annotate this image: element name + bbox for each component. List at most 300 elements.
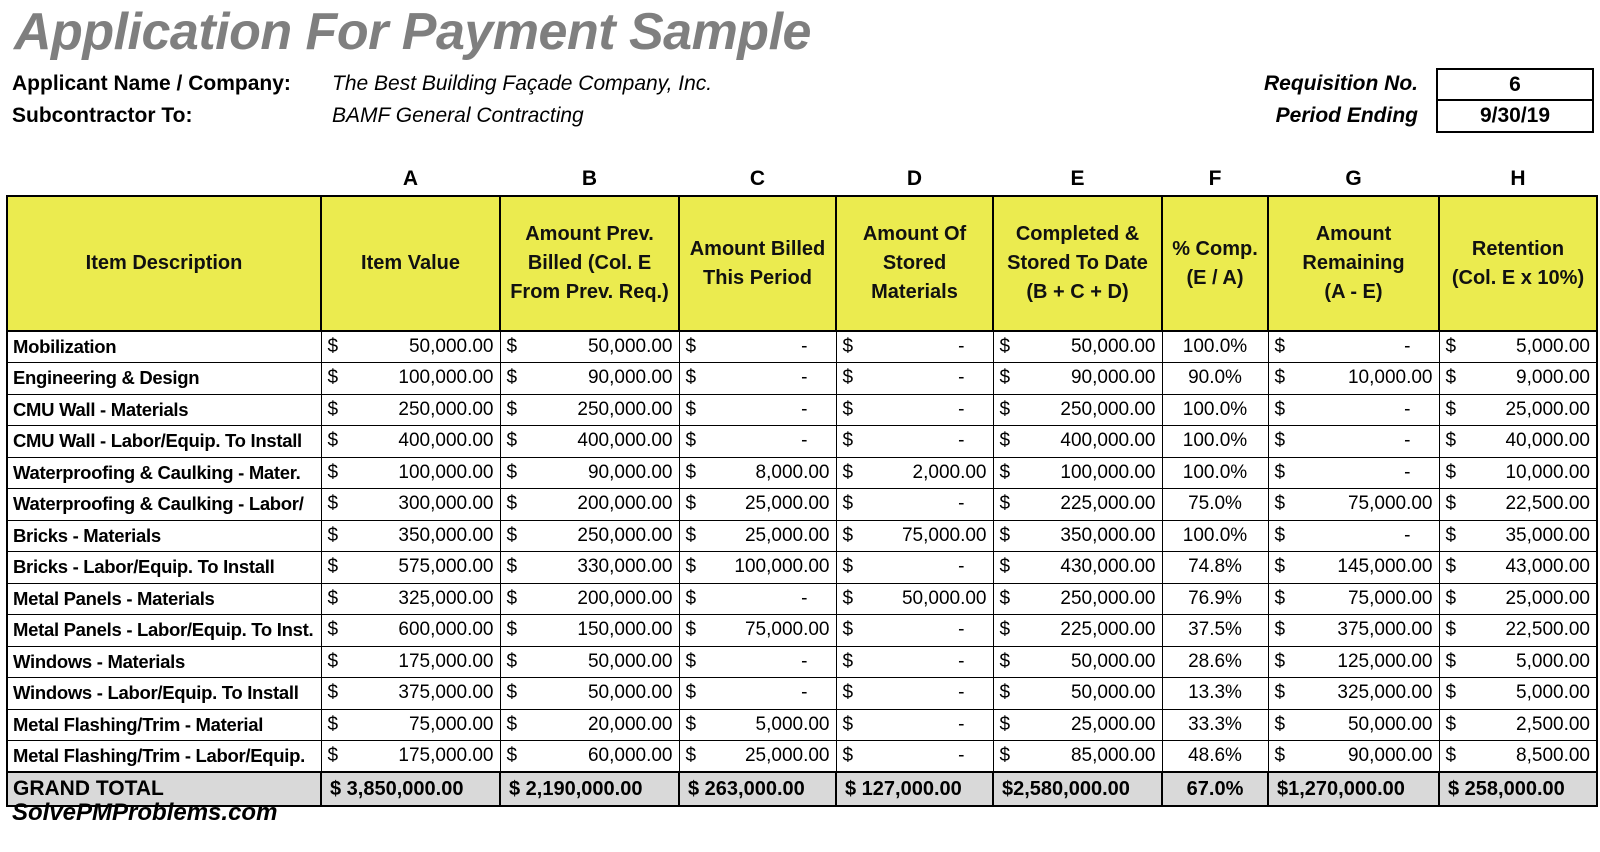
cell-g: [1268, 457, 1439, 489]
cell-value: 50,000.00: [1070, 650, 1156, 672]
cell-a: [321, 363, 500, 395]
currency-symbol: $: [685, 398, 697, 420]
total-e: $2,580,000.00: [993, 772, 1162, 806]
cell-value: -: [801, 367, 808, 389]
cell-value: 225,000.00: [1060, 619, 1156, 641]
table-row: [7, 331, 1597, 363]
cell-a: [321, 552, 500, 584]
table-row: [7, 426, 1597, 458]
cell-h: [1439, 552, 1597, 584]
item-description: Metal Flashing/Trim - Labor/Equip.: [7, 741, 321, 773]
cell-c: [679, 489, 836, 521]
cell-a: [321, 331, 500, 363]
cell-value: -: [958, 398, 965, 420]
cell-b: [500, 583, 679, 615]
currency-symbol: $: [685, 745, 697, 766]
cell-value: 250,000.00: [1060, 587, 1156, 609]
column-letter-B: B: [581, 167, 598, 190]
cell-value: 400,000.00: [577, 430, 673, 452]
cell-value: 2,000.00: [912, 461, 987, 483]
subcontractor-label: Subcontractor To:: [12, 104, 193, 127]
cell-b: [500, 363, 679, 395]
cell-f: 28.6%: [1162, 646, 1268, 678]
currency-symbol: $: [1274, 650, 1286, 672]
total-f: 67.0%: [1162, 772, 1268, 806]
cell-value: 60,000.00: [587, 745, 673, 766]
cell-value: 50,000.00: [1070, 336, 1156, 357]
cell-e: [993, 646, 1162, 678]
currency-symbol: $: [1274, 524, 1286, 546]
column-letter-F: F: [1208, 167, 1222, 190]
cell-b: [500, 615, 679, 647]
cell-a: [321, 615, 500, 647]
requisition-label: Requisition No.: [1264, 72, 1418, 95]
cell-value: 330,000.00: [577, 556, 673, 578]
currency-symbol: $: [842, 336, 854, 357]
column-header-3: [679, 196, 836, 331]
currency-symbol: $: [327, 682, 339, 704]
cell-value: 75,000.00: [408, 713, 494, 735]
column-header-4: [836, 196, 993, 331]
currency-symbol: $: [506, 398, 518, 420]
cell-c: [679, 678, 836, 710]
total-h: $ 258,000.00: [1439, 772, 1597, 806]
currency-symbol: $: [685, 682, 697, 704]
cell-value: 50,000.00: [408, 336, 494, 357]
cell-h: [1439, 615, 1597, 647]
currency-symbol: $: [1274, 556, 1286, 578]
cell-value: 400,000.00: [1060, 430, 1156, 452]
currency-symbol: $: [685, 650, 697, 672]
cell-d: [836, 646, 993, 678]
cell-g: [1268, 615, 1439, 647]
cell-value: 430,000.00: [1060, 556, 1156, 578]
cell-b: [500, 552, 679, 584]
cell-value: 350,000.00: [398, 524, 494, 546]
currency-symbol: $: [1445, 336, 1457, 357]
table-row: [7, 646, 1597, 678]
cell-value: 50,000.00: [1347, 713, 1433, 735]
cell-value: 150,000.00: [577, 619, 673, 641]
currency-symbol: $: [506, 682, 518, 704]
cell-value: 375,000.00: [398, 682, 494, 704]
currency-symbol: $: [999, 587, 1011, 609]
column-letter-C: C: [749, 167, 766, 190]
cell-h: [1439, 583, 1597, 615]
currency-symbol: $: [327, 650, 339, 672]
cell-value: 9,000.00: [1516, 367, 1590, 389]
cell-b: [500, 426, 679, 458]
currency-symbol: $: [842, 745, 854, 766]
cell-e: [993, 489, 1162, 521]
currency-symbol: $: [327, 461, 339, 483]
cell-value: 50,000.00: [587, 682, 673, 704]
currency-symbol: $: [506, 556, 518, 578]
cell-value: -: [958, 619, 965, 641]
currency-symbol: $: [1445, 493, 1457, 515]
cell-c: [679, 520, 836, 552]
table-row: [7, 363, 1597, 395]
currency-symbol: $: [327, 336, 339, 357]
cell-d: [836, 394, 993, 426]
currency-symbol: $: [506, 461, 518, 483]
currency-symbol: $: [842, 398, 854, 420]
currency-symbol: $: [1274, 493, 1286, 515]
cell-value: 25,000.00: [744, 745, 830, 766]
column-header-line: (A - E): [1324, 281, 1383, 303]
currency-symbol: $: [327, 493, 339, 515]
cell-g: [1268, 363, 1439, 395]
cell-value: 2,500.00: [1516, 713, 1590, 735]
cell-value: -: [801, 398, 808, 420]
cell-value: 5,000.00: [755, 713, 830, 735]
item-description: Waterproofing & Caulking - Mater.: [7, 457, 321, 489]
cell-value: 20,000.00: [587, 713, 673, 735]
currency-symbol: $: [506, 336, 518, 357]
item-description: Metal Flashing/Trim - Material: [7, 709, 321, 741]
currency-symbol: $: [685, 619, 697, 641]
cell-value: -: [958, 336, 965, 357]
currency-symbol: $: [1274, 713, 1286, 735]
currency-symbol: $: [327, 367, 339, 389]
column-header-line: Completed &: [1015, 223, 1140, 245]
column-header-line: (B + C + D): [1026, 281, 1129, 303]
column-header-line: Amount Billed: [689, 237, 826, 260]
cell-f: 33.3%: [1162, 709, 1268, 741]
table-row: [7, 520, 1597, 552]
cell-value: -: [958, 682, 965, 704]
cell-d: [836, 583, 993, 615]
cell-value: -: [801, 430, 808, 452]
column-header-2: [500, 196, 679, 331]
cell-value: -: [958, 713, 965, 735]
currency-symbol: $: [685, 587, 697, 609]
column-header-line: Billed (Col. E: [527, 252, 652, 274]
cell-f: 76.9%: [1162, 583, 1268, 615]
cell-value: 25,000.00: [1505, 587, 1590, 609]
column-header-8: [1439, 196, 1597, 331]
column-letter-H: H: [1510, 167, 1526, 190]
item-description: CMU Wall - Labor/Equip. To Install: [7, 426, 321, 458]
cell-value: 35,000.00: [1505, 524, 1590, 546]
payment-table: [6, 160, 1598, 807]
table-row: [7, 615, 1597, 647]
currency-symbol: $: [842, 367, 854, 389]
item-description: Engineering & Design: [7, 363, 321, 395]
currency-symbol: $: [999, 430, 1011, 452]
column-letter-E: E: [1070, 167, 1085, 190]
currency-symbol: $: [1445, 682, 1457, 704]
cell-value: 25,000.00: [744, 493, 830, 515]
currency-symbol: $: [999, 682, 1011, 704]
item-description: Metal Panels - Materials: [7, 583, 321, 615]
cell-value: 325,000.00: [398, 587, 494, 609]
column-header-line: Remaining: [1302, 252, 1405, 274]
currency-symbol: $: [842, 713, 854, 735]
cell-d: [836, 331, 993, 363]
currency-symbol: $: [842, 461, 854, 483]
cell-d: [836, 489, 993, 521]
cell-value: -: [1404, 336, 1411, 357]
table-row: [7, 489, 1597, 521]
cell-e: [993, 331, 1162, 363]
currency-symbol: $: [842, 430, 854, 452]
cell-g: [1268, 741, 1439, 773]
cell-h: [1439, 646, 1597, 678]
cell-value: 125,000.00: [1337, 650, 1433, 672]
cell-e: [993, 457, 1162, 489]
column-header-5: [993, 196, 1162, 331]
applicant-value: The Best Building Façade Company, Inc.: [332, 72, 713, 95]
cell-b: [500, 646, 679, 678]
cell-value: 225,000.00: [1060, 493, 1156, 515]
cell-value: -: [958, 650, 965, 672]
cell-value: -: [958, 367, 965, 389]
cell-h: [1439, 457, 1597, 489]
column-header-line: Amount Of: [862, 223, 967, 245]
cell-g: [1268, 646, 1439, 678]
cell-value: 22,500.00: [1505, 493, 1590, 515]
cell-value: -: [801, 587, 808, 609]
cell-a: [321, 520, 500, 552]
cell-value: 90,000.00: [587, 367, 673, 389]
cell-g: [1268, 709, 1439, 741]
period-ending-value: 9/30/19: [1436, 99, 1594, 133]
cell-d: [836, 457, 993, 489]
cell-f: 100.0%: [1162, 394, 1268, 426]
cell-value: 90,000.00: [587, 461, 673, 483]
total-c: $ 263,000.00: [679, 772, 836, 806]
currency-symbol: $: [327, 713, 339, 735]
table-row: [7, 457, 1597, 489]
cell-d: [836, 709, 993, 741]
cell-h: [1439, 331, 1597, 363]
currency-symbol: $: [842, 556, 854, 578]
currency-symbol: $: [506, 524, 518, 546]
column-header-1: [321, 196, 500, 331]
currency-symbol: $: [685, 524, 697, 546]
column-header-line: % Comp.: [1172, 237, 1258, 260]
cell-e: [993, 583, 1162, 615]
column-letter-blank: [7, 160, 321, 196]
cell-e: [993, 394, 1162, 426]
cell-value: 43,000.00: [1505, 556, 1590, 578]
currency-symbol: $: [842, 650, 854, 672]
currency-symbol: $: [842, 524, 854, 546]
cell-value: 50,000.00: [587, 650, 673, 672]
requisition-value: 6: [1436, 68, 1594, 101]
cell-g: [1268, 426, 1439, 458]
cell-value: 75,000.00: [1347, 587, 1433, 609]
currency-symbol: $: [327, 556, 339, 578]
cell-d: [836, 741, 993, 773]
cell-f: 100.0%: [1162, 520, 1268, 552]
cell-value: 25,000.00: [744, 524, 830, 546]
currency-symbol: $: [1445, 619, 1457, 641]
cell-b: [500, 394, 679, 426]
column-header-6: [1162, 196, 1268, 331]
cell-g: [1268, 552, 1439, 584]
cell-value: 400,000.00: [398, 430, 494, 452]
cell-c: [679, 552, 836, 584]
currency-symbol: $: [685, 556, 697, 578]
cell-value: -: [801, 682, 808, 704]
cell-value: 50,000.00: [901, 587, 987, 609]
cell-c: [679, 457, 836, 489]
currency-symbol: $: [842, 619, 854, 641]
cell-e: [993, 426, 1162, 458]
cell-a: [321, 678, 500, 710]
cell-value: 10,000.00: [1347, 367, 1433, 389]
cell-f: 100.0%: [1162, 426, 1268, 458]
cell-e: [993, 678, 1162, 710]
table-row: [7, 552, 1597, 584]
cell-d: [836, 426, 993, 458]
column-header-line: Item Description: [85, 252, 243, 274]
currency-symbol: $: [327, 430, 339, 452]
column-header-line: Amount: [1315, 223, 1392, 245]
cell-value: -: [1404, 524, 1411, 546]
item-description: Metal Panels - Labor/Equip. To Inst.: [7, 615, 321, 647]
currency-symbol: $: [506, 367, 518, 389]
column-header-line: (E / A): [1186, 266, 1244, 289]
currency-symbol: $: [1445, 367, 1457, 389]
currency-symbol: $: [999, 398, 1011, 420]
cell-g: [1268, 489, 1439, 521]
column-header-line: Stored To Date: [1007, 252, 1148, 274]
cell-g: [1268, 678, 1439, 710]
column-header-line: Item Value: [361, 252, 460, 274]
cell-h: [1439, 489, 1597, 521]
currency-symbol: $: [506, 587, 518, 609]
cell-a: [321, 426, 500, 458]
item-description: Mobilization: [7, 331, 321, 363]
cell-value: 5,000.00: [1516, 682, 1590, 704]
cell-b: [500, 489, 679, 521]
column-header-line: Materials: [871, 281, 958, 303]
currency-symbol: $: [1445, 650, 1457, 672]
currency-symbol: $: [999, 524, 1011, 546]
currency-symbol: $: [999, 619, 1011, 641]
currency-symbol: $: [999, 745, 1011, 766]
table-row: [7, 678, 1597, 710]
cell-c: [679, 646, 836, 678]
currency-symbol: $: [506, 745, 518, 766]
cell-value: 250,000.00: [398, 398, 494, 420]
currency-symbol: $: [685, 461, 697, 483]
cell-value: 100,000.00: [398, 461, 494, 483]
currency-symbol: $: [1274, 336, 1286, 357]
subcontractor-value: BAMF General Contracting: [332, 104, 584, 127]
cell-c: [679, 583, 836, 615]
column-letter-D: D: [906, 167, 923, 190]
currency-symbol: $: [506, 619, 518, 641]
currency-symbol: $: [1274, 398, 1286, 420]
cell-b: [500, 520, 679, 552]
cell-value: 300,000.00: [398, 493, 494, 515]
footer-website[interactable]: SolvePMProblems.com: [12, 799, 278, 826]
column-header-line: From Prev. Req.): [510, 281, 669, 303]
cell-b: [500, 331, 679, 363]
page-title: Application For Payment Sample: [14, 3, 811, 61]
cell-g: [1268, 394, 1439, 426]
cell-d: [836, 615, 993, 647]
cell-h: [1439, 363, 1597, 395]
cell-c: [679, 615, 836, 647]
currency-symbol: $: [1274, 745, 1286, 766]
cell-b: [500, 678, 679, 710]
cell-value: 350,000.00: [1060, 524, 1156, 546]
cell-value: 200,000.00: [577, 587, 673, 609]
currency-symbol: $: [842, 493, 854, 515]
column-header-line: (Col. E x 10%): [1451, 266, 1585, 289]
total-a: $ 3,850,000.00: [321, 772, 500, 806]
cell-value: 100,000.00: [734, 556, 830, 578]
cell-e: [993, 520, 1162, 552]
cell-c: [679, 741, 836, 773]
table-row: [7, 709, 1597, 741]
cell-g: [1268, 331, 1439, 363]
cell-f: 100.0%: [1162, 457, 1268, 489]
currency-symbol: $: [1274, 367, 1286, 389]
cell-e: [993, 363, 1162, 395]
currency-symbol: $: [1445, 430, 1457, 452]
currency-symbol: $: [999, 556, 1011, 578]
table-row: [7, 741, 1597, 773]
cell-value: 5,000.00: [1516, 650, 1590, 672]
cell-a: [321, 489, 500, 521]
cell-value: 22,500.00: [1505, 619, 1590, 641]
item-description: Bricks - Labor/Equip. To Install: [7, 552, 321, 584]
total-b: $ 2,190,000.00: [500, 772, 679, 806]
total-g: $1,270,000.00: [1268, 772, 1439, 806]
item-description: Bricks - Materials: [7, 520, 321, 552]
currency-symbol: $: [999, 367, 1011, 389]
currency-symbol: $: [506, 713, 518, 735]
cell-g: [1268, 583, 1439, 615]
cell-value: -: [801, 336, 808, 357]
currency-symbol: $: [1445, 713, 1457, 735]
column-header-line: Amount Prev.: [525, 223, 654, 245]
column-header-7: [1268, 196, 1439, 331]
cell-h: [1439, 709, 1597, 741]
cell-d: [836, 520, 993, 552]
table-row: [7, 583, 1597, 615]
cell-f: 100.0%: [1162, 331, 1268, 363]
cell-value: 250,000.00: [577, 398, 673, 420]
cell-value: 145,000.00: [1337, 556, 1433, 578]
cell-value: 10,000.00: [1505, 461, 1590, 483]
currency-symbol: $: [999, 650, 1011, 672]
cell-h: [1439, 394, 1597, 426]
cell-f: 90.0%: [1162, 363, 1268, 395]
currency-symbol: $: [327, 398, 339, 420]
currency-symbol: $: [999, 336, 1011, 357]
cell-b: [500, 709, 679, 741]
cell-c: [679, 426, 836, 458]
cell-f: 48.6%: [1162, 741, 1268, 773]
cell-e: [993, 552, 1162, 584]
cell-value: -: [958, 556, 965, 578]
cell-value: -: [801, 650, 808, 672]
currency-symbol: $: [842, 682, 854, 704]
currency-symbol: $: [1445, 398, 1457, 420]
cell-value: 375,000.00: [1337, 619, 1433, 641]
column-letter-G: G: [1345, 167, 1362, 190]
cell-value: 175,000.00: [398, 650, 494, 672]
currency-symbol: $: [1445, 556, 1457, 578]
cell-value: 40,000.00: [1505, 430, 1590, 452]
